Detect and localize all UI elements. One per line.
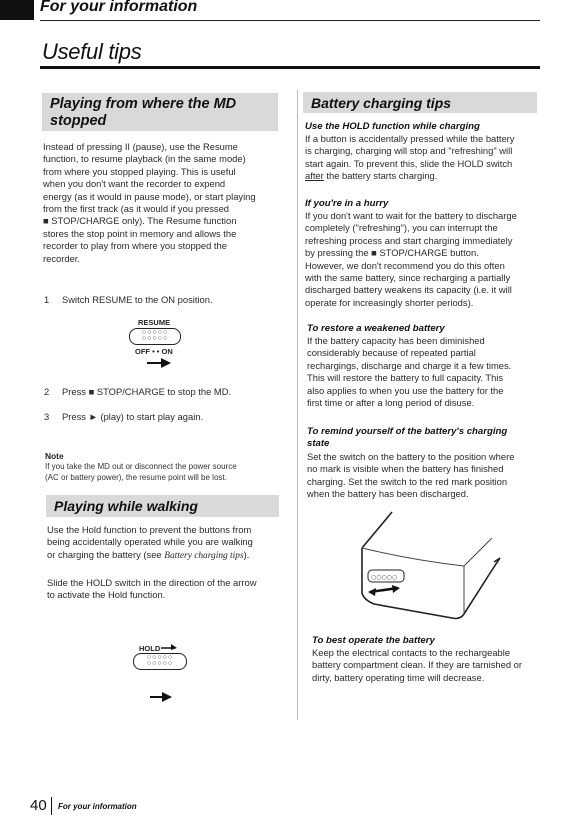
- page-title: Useful tips: [42, 39, 142, 64]
- section-heading-line1: Playing from where the MD: [50, 96, 237, 112]
- battery-illustration: [352, 508, 502, 623]
- text-line: Instead of pressing II (pause), use the Resume: [43, 141, 238, 152]
- text-line: ■ STOP/CHARGE only). The Resume function: [43, 215, 237, 227]
- text-line: from the first track (as it would if you pressed: [43, 203, 230, 215]
- tip-4-title-line: To remind yourself of the battery's charging: [307, 426, 508, 437]
- section-heading-line2: stopped: [50, 113, 107, 129]
- text-line: also applies to when you use the battery for the: [307, 384, 504, 396]
- walking-paragraph: [47, 524, 287, 562]
- note-line: (AC or battery power), the resume point will be lost.: [45, 473, 227, 482]
- resume-switch-illustration: [129, 328, 181, 345]
- tip-2-text: [305, 210, 560, 309]
- column-divider: [297, 90, 298, 720]
- tip-1-title: Use the HOLD function while charging: [305, 121, 480, 132]
- text-line: rechargings, discharge and charge it a few times.: [307, 359, 512, 371]
- note-text: [45, 461, 295, 483]
- text-line: Use the Hold function to prevent the buttons from: [47, 524, 252, 535]
- tip-1-text: [305, 133, 555, 183]
- arrow-right-icon: [150, 692, 172, 702]
- cross-reference: Battery charging tips: [164, 550, 244, 561]
- heading-rule: [40, 66, 540, 69]
- tip-4-title: [307, 426, 557, 450]
- text-line: This will restore the battery to full capacity. This: [307, 372, 504, 384]
- footer-rule: [51, 797, 52, 815]
- text-line: recorder to play from where you stopped the: [43, 240, 227, 252]
- text-line: first time or after a long period of disuse.: [307, 397, 475, 409]
- text-line: refreshing process and start charging immediately: [305, 234, 513, 246]
- section-heading-walking: [46, 495, 279, 517]
- tip-5-text: [312, 647, 567, 684]
- text-span: or charging the battery (see: [47, 548, 165, 560]
- underlined-word: after: [305, 170, 324, 182]
- text-line: by pressing the ■ STOP/CHARGE button.: [305, 247, 479, 259]
- section-heading-resume: [42, 93, 278, 131]
- section-heading-battery: [303, 92, 537, 113]
- text-span: the battery starts charging.: [323, 170, 438, 182]
- section-heading-text: Battery charging tips: [311, 95, 452, 111]
- tip-3-title: To restore a weakened battery: [307, 323, 445, 334]
- arrow-right-icon: [147, 358, 171, 368]
- text-line: [305, 170, 555, 182]
- text-line: from where you stopped playing. This is useful: [43, 165, 236, 177]
- hold-switch-illustration: [133, 653, 187, 670]
- step-2-text: Press ■ STOP/CHARGE to stop the MD.: [62, 386, 232, 397]
- header-rule: [40, 20, 540, 21]
- tip-4-title-line: state: [307, 438, 330, 449]
- header-title: For your information: [40, 0, 198, 15]
- text-line: Keep the electrical contacts to the rechargeable: [312, 647, 511, 658]
- text-line: no mark is visible when the battery has finished: [307, 463, 504, 475]
- step-3-number: 3: [44, 411, 50, 422]
- step-1-text: Switch RESUME to the ON position.: [62, 294, 213, 305]
- text-line: when you don't want the recorder to expend: [43, 178, 226, 190]
- text-line: Slide the HOLD switch in the direction of the arrow: [47, 577, 257, 588]
- text-line: Set the switch on the battery to the position where: [307, 451, 515, 462]
- step-1-number: 1: [44, 294, 50, 305]
- text-line: considerably because of repeated partial: [307, 347, 476, 359]
- hold-switch-label: HOLD: [139, 644, 161, 653]
- text-line: start again. To prevent this, slide the HOLD switch: [305, 157, 513, 169]
- text-line: discharged battery weakens its capacity (i.e. it will: [305, 284, 512, 296]
- text-line: recorder.: [43, 252, 80, 264]
- off-on-label: OFF • • ON: [135, 347, 173, 356]
- text-line: energy (as it would in pause mode), or start playing: [43, 190, 256, 202]
- note-line: If you take the MD out or disconnect the power source: [45, 462, 237, 471]
- switch-dots-icon: ○○○○○ ○○○○○: [141, 329, 169, 342]
- text-line: is charging, charging will stop and "refreshing" will: [305, 145, 513, 157]
- text-line: battery compartment clean. If they are tarnished or: [312, 659, 522, 671]
- text-line: If a button is accidentally pressed while the battery: [305, 133, 515, 144]
- text-line: to activate the Hold function.: [47, 589, 166, 601]
- text-line: charging. Set the switch to the red mark position: [307, 475, 508, 487]
- text-line: If you don't want to wait for the battery to discharge: [305, 210, 517, 221]
- step-2-number: 2: [44, 386, 50, 397]
- text-line: being accidentally operated while you are walking: [47, 536, 253, 548]
- text-line: [47, 549, 287, 562]
- switch-dots-icon: ○○○○○ ○○○○○: [146, 654, 174, 667]
- text-line: completely ("refreshing"), you can interrupt the: [305, 222, 498, 234]
- note-title: Note: [45, 451, 64, 461]
- text-line: stores the stop point in memory and allows the: [43, 227, 237, 239]
- header-block: [0, 0, 34, 20]
- text-span: ).: [243, 548, 250, 560]
- hold-arrow-icon: [161, 642, 177, 650]
- tip-5-title: To best operate the battery: [312, 635, 435, 646]
- tip-4-text: [307, 451, 562, 501]
- footer-title: For your information: [58, 802, 137, 811]
- text-line: when the battery has been discharged.: [307, 488, 469, 500]
- step-3-text: Press ► (play) to start play again.: [62, 411, 204, 422]
- page-number: 40: [30, 797, 47, 814]
- text-line: However, we don't recommend you do this often: [305, 259, 505, 271]
- section-heading-text: Playing while walking: [54, 498, 198, 514]
- hold-paragraph: [47, 577, 287, 602]
- text-line: operate for increasingly shorter periods).: [305, 296, 474, 308]
- tip-2-title: If you're in a hurry: [305, 198, 389, 209]
- svg-text:○○○○○: ○○○○○: [371, 574, 398, 581]
- text-line: function, to resume playback (in the same mode): [43, 153, 246, 165]
- text-line: If the battery capacity has been diminished: [307, 335, 485, 346]
- tip-3-text: [307, 335, 557, 409]
- resume-paragraph: [43, 141, 283, 265]
- text-line: with the same battery, since recharging a partially: [305, 272, 511, 284]
- resume-switch-label: RESUME: [138, 318, 171, 327]
- text-line: dirty, battery operating time will decrease.: [312, 671, 485, 683]
